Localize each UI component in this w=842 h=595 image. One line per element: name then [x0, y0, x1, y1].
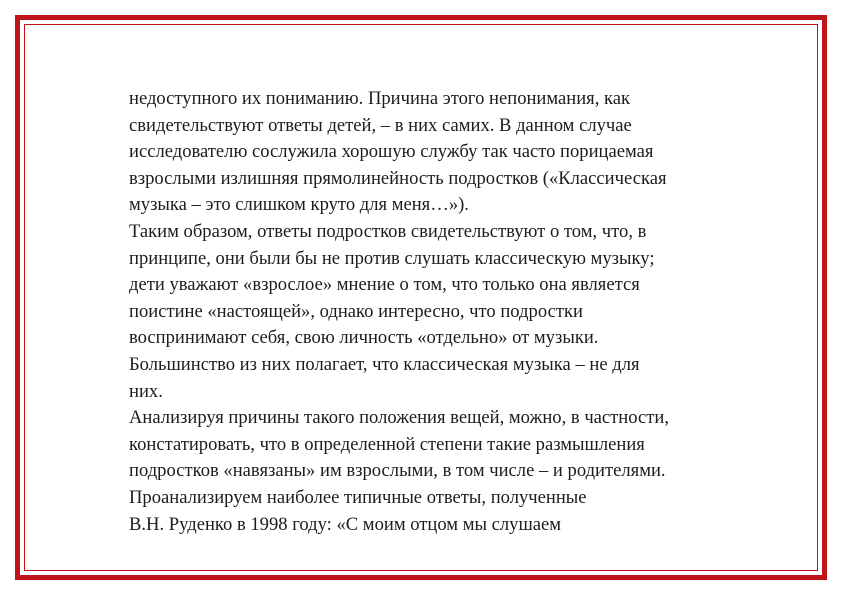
text-line: констатировать, что в определенной степени такие размышления	[129, 433, 645, 455]
text-line: принципе, они были бы не против слушать классическую музыку;	[129, 247, 655, 269]
text-line: Проанализируем наиболее типичные ответы, полученные	[129, 486, 587, 508]
slide-body-text	[129, 86, 779, 538]
text-line: поистине «настоящей», однако интересно, что подростки	[129, 300, 583, 322]
text-line: исследователю сослужила хорошую службу так часто порицаемая	[129, 141, 654, 163]
text-line: Анализируя причины такого положения вещей, можно, в частности,	[129, 407, 669, 429]
text-line: В.Н. Руденко в 1998 году: «С моим отцом мы слушаем	[129, 513, 562, 535]
text-line: Таким образом, ответы подростков свидетельствуют о том, что, в	[129, 220, 647, 242]
text-line: Большинство из них полагает, что классическая музыка – не для	[129, 353, 640, 375]
text-line: свидетельствуют ответы детей, – в них самих. В данном случае	[129, 114, 632, 136]
text-line: воспринимают себя, свою личность «отдельно» от музыки.	[129, 327, 599, 349]
text-line: недоступного их пониманию. Причина этого непонимания, как	[129, 88, 631, 109]
text-line: дети уважают «взрослое» мнение о том, что только она является	[129, 274, 640, 296]
text-line: музыка – это слишком круто для меня…»).	[129, 194, 469, 216]
text-line: них.	[129, 380, 163, 402]
text-line: взрослыми излишняя прямолинейность подростков («Классическая	[129, 167, 667, 189]
text-line: подростков «навязаны» им взрослыми, в том числе – и родителями.	[129, 460, 666, 482]
